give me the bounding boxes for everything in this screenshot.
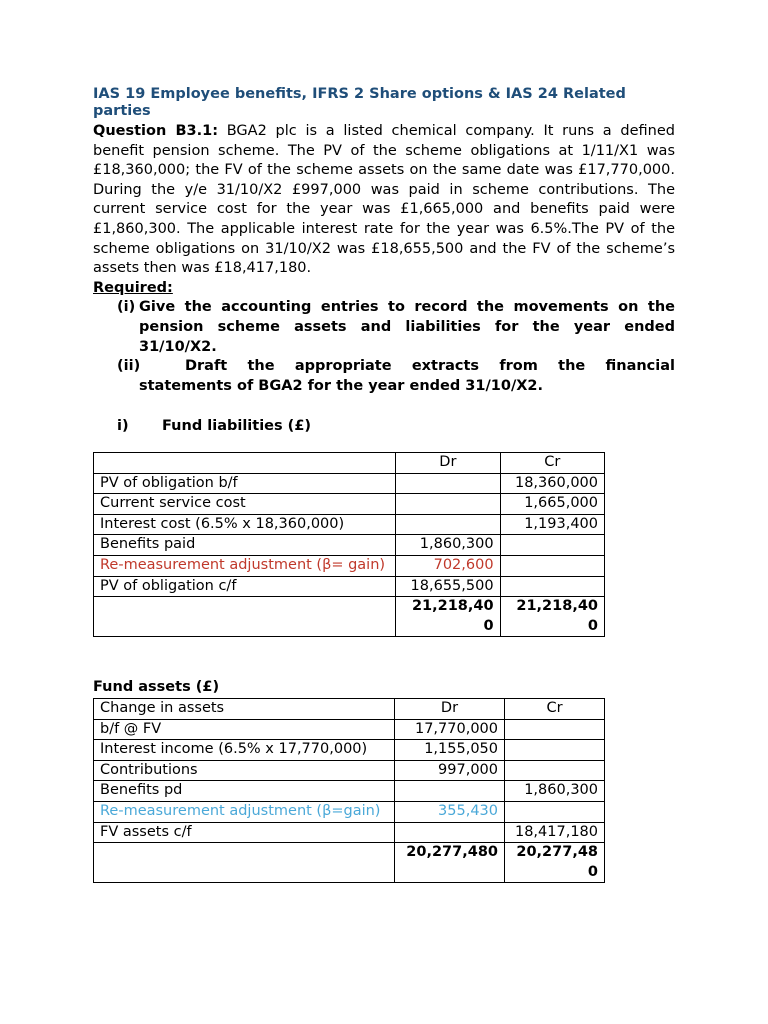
table-row [94,740,605,761]
row-cr: 18,360,000 [500,473,604,494]
row-cr [505,740,605,761]
table-row [94,494,605,515]
table-row [94,801,605,822]
row-label: Interest income (6.5% x 17,770,000) [94,740,395,761]
row-cr [500,555,604,576]
requirement-number: (i) [117,299,136,316]
row-label: Current service cost [94,494,396,515]
row-dr [396,514,500,535]
row-dr: 702,600 [396,555,500,576]
row-label: Benefits paid [94,535,396,556]
total-row [94,597,605,637]
table-header-row [94,453,605,474]
requirement-text: Draft the appropriate extracts from the financial statements of BGA2 for the year ended 31/10/X2. [139,358,675,394]
row-dr [395,822,505,843]
table-row [94,719,605,740]
document-body [93,86,675,438]
section-heading [93,418,675,438]
row-cr: 1,860,300 [505,781,605,802]
row-dr: 1,155,050 [395,740,505,761]
row-label: b/f @ FV [94,719,395,740]
row-cr [500,535,604,556]
row-cr: 1,193,400 [500,514,604,535]
total-cr: 20,277,480 [505,843,605,883]
header-dr: Dr [395,699,505,720]
total-dr: 21,218,400 [396,597,500,637]
row-cr [505,719,605,740]
section-number: i) [117,418,129,435]
requirement-text: Give the accounting entries to record the movements on the pension scheme assets and liabilities for the year ended 31/10/X2. [139,299,675,355]
question-label: Question B3.1: [93,123,219,139]
table-row [94,781,605,802]
row-label [94,597,396,637]
table-row [94,576,605,597]
document-heading: IAS 19 Employee benefits, IFRS 2 Share options & IAS 24 Related parties [93,86,626,119]
row-dr [395,781,505,802]
row-label: Re-measurement adjustment (β= gain) [94,555,396,576]
row-dr [396,494,500,515]
table-row [94,822,605,843]
table-row [94,473,605,494]
row-cr [505,760,605,781]
row-label [94,843,395,883]
row-dr: 355,430 [395,801,505,822]
row-label: Benefits pd [94,781,395,802]
requirement-i [93,298,675,357]
row-dr: 1,860,300 [396,535,500,556]
total-row [94,843,605,883]
fund-assets-table [93,698,605,883]
fund-assets-title: Fund assets (£) [93,679,220,695]
row-cr [500,576,604,597]
row-label: FV assets c/f [94,822,395,843]
required-label: Required: [93,279,173,296]
row-dr [396,473,500,494]
row-dr: 18,655,500 [396,576,500,597]
total-cr: 21,218,400 [500,597,604,637]
row-dr: 997,000 [395,760,505,781]
section-label: Fund liabilities (£) [162,418,312,435]
table-row [94,555,605,576]
row-label: Re-measurement adjustment (β=gain) [94,801,395,822]
row-label: Contributions [94,760,395,781]
row-cr [505,801,605,822]
header-cr: Cr [500,453,604,474]
row-cr: 18,417,180 [505,822,605,843]
row-dr: 17,770,000 [395,719,505,740]
table-header-row [94,699,605,720]
header-label: Change in assets [94,699,395,720]
question-text: BGA2 plc is a listed chemical company. It runs a defined benefit pension scheme. The PV of the scheme obligations at 1/11/X1 was £18,360,000; the FV of the scheme assets on the same date was £17,770,000. During the y/e 31/10/X2 £997,000 was paid in scheme contributions. The current service cost for the year was £1,665,000 and benefits paid were £1,860,300. The applicable interest rate for the year was 6.5%.The PV of the scheme obligations on 31/10/X2 was £18,655,500 and the FV of the scheme’s assets then was £18,417,180. [93,123,675,277]
total-dr: 20,277,480 [395,843,505,883]
row-label: PV of obligation c/f [94,576,396,597]
requirement-ii [93,357,675,396]
table-row [94,514,605,535]
row-label: Interest cost (6.5% x 18,360,000) [94,514,396,535]
question-paragraph [93,122,675,279]
requirement-number: (ii) [117,358,141,375]
row-label: PV of obligation b/f [94,473,396,494]
header-cr: Cr [505,699,605,720]
row-cr: 1,665,000 [500,494,604,515]
table-row [94,760,605,781]
header-label [94,453,396,474]
header-dr: Dr [396,453,500,474]
table-row [94,535,605,556]
fund-liabilities-table [93,452,605,637]
